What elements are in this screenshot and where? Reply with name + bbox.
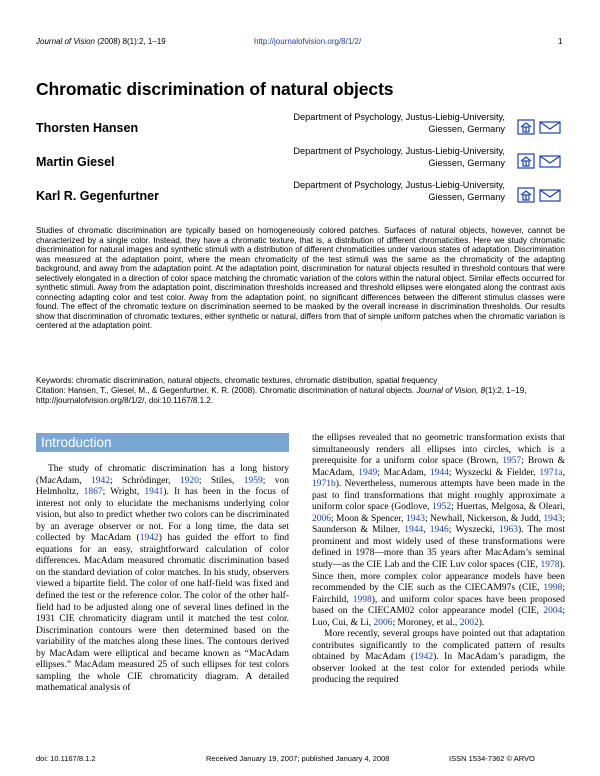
citation-volume: 8 [480,386,486,395]
citation-link[interactable]: 1998 [543,583,563,594]
citation-link[interactable]: 1920 [179,475,199,486]
text-run: ; Moroney, et al., [392,617,460,628]
citation-rest: (1):2, 1–19, http://journalofvision.org/8/1/2/, doi:10.1167/8.1.2. [36,386,527,406]
citation-link[interactable]: 1957 [502,456,522,467]
home-icon[interactable] [518,154,534,168]
text-run: The study of chromatic discrimination has a long history (MacAdam, [36,464,289,486]
footer-issn: ISSN 1534-7362 © ARVO [449,754,535,763]
citation-journal: Journal of Vision, [416,386,479,395]
text-run: ). [478,617,485,628]
author-name: Karl R. Gegenfurtner [36,189,159,203]
affiliation-line: Giessen, Germany [428,191,505,202]
abstract: Studies of chromatic discrimination are typically based on homogeneously colored patches. Surfaces of natural objects, however, cannot be characterized by a single color. Instead, they have a chromatic texture, that is, a distribution of different chromaticities. Here we study chromatic discrimination for natural images and synthetic stimuli with a distribution of different chromaticities under various states of adaptation. Discrimination was measured at the adaptation point, where the mean chromaticity of the test stimuli was the same as the chromaticity of the adapting background, and away from the adaptation point. At the adaptation point, discrimination for natural objects resulted in threshold contours that were selectively elongated in a direction of color space matching the chromatic variation of the colors within the natural object. Similar effects occurred for synthetic stimuli. Away from the adaptation point, discrimination thresholds increased and threshold ellipses were elongated along the contrast axis connecting adapting color and test color. Away from the adaptation point, no significant differences between the different stimulus classes were found. The effect of the chromatic texture on discrimination seemed to be masked by the overall increase in discrimination thresholds. Our results show that discrimination of chromatic textures, either synthetic or natural, differs from that of simple uniform patches when the chromatic variation is centered at the adaptation point. [36,226,565,331]
text-run: ; Brown & MacAdam, [312,456,565,478]
text-run: ; Huertas, Melgosa, & Oleari, [451,502,566,513]
citation-link[interactable]: 1942 [414,652,434,663]
citation-link[interactable]: 1978 [540,560,560,571]
affiliation-line: Giessen, Germany [428,123,505,134]
text-run: ; MacAdam, [377,467,430,478]
section-heading-bar [36,433,289,452]
citation-link[interactable]: 1944 [404,525,424,536]
author-links [517,153,565,169]
author-affiliation [255,180,505,203]
text-run: ; von Helmholtz, [36,475,289,498]
citation-text: Citation: Hansen, T., Giesel, M., & Gegenfurtner, K. R. (2008). Chromatic discrimination of natural objects. [36,386,417,395]
text-run: ; Saunderson & Milner, [312,513,565,536]
text-run: ; Schrödinger, [110,475,180,486]
text-run: ). The most prominent and most widely used of these transformations were defined in 1978—more than 35 years after MacAdam’s seminal study—as the CIE Lab and the CIE Luv color spaces (CIE, [312,525,565,571]
email-icon[interactable] [540,190,560,201]
text-run: ; Wyszecki, [448,525,499,536]
text-run: ). It has been in the focus of interest not only to elucidate the mechanisms underlying color vision, but also to predict whether two colors can be discriminated by an average observer or not. For a long time, the data set collected by MacAdam ( [36,487,289,544]
citation-link[interactable]: 1942 [139,533,159,544]
email-icon[interactable] [540,122,560,133]
citation-link[interactable]: 1943 [543,513,563,524]
page-number: 1 [558,37,563,46]
email-icon[interactable] [540,156,560,167]
running-header-journal [36,37,166,46]
citation-link[interactable]: 1942 [91,475,111,486]
citation-link[interactable]: 2006 [373,617,393,628]
text-run: ) has guided the effort to find equations for an easy, straightforward calculation of color differences. MacAdam measured chromatic discrimination based on the standard deviation of color matches. In his study, observers viewed a bipartite field. The color of one half-field was fixed and defined the test or the reference color. The color of the other half-field had to be adjusted along one of several lines defined in the 1931 CIE chromaticity diagram until it matched the test color. Discrimination contours were then determined based on the variability of the matches along these lines. The contours derived by MacAdam were elliptical and became known as “MacAdam ellipses.” MacAdam measured 25 of such ellipses for test colors sampling the whole CIE chromaticity diagram. A detailed mathematical analysis of [36,533,289,694]
citation-link[interactable]: 1944 [429,467,449,478]
paragraph [312,433,565,629]
section-heading: Introduction [41,435,112,450]
citation-link[interactable]: 1963 [498,525,518,536]
citation-link[interactable]: 2004 [543,606,563,617]
citation-link[interactable]: 1971a [539,467,563,478]
citation-link[interactable]: 2006 [312,513,331,524]
text-run: More recently, several groups have pointed out that adaptation contributes significantly to the complicated pattern of results obtained by MacAdam ( [312,629,565,663]
affiliation-line: Giessen, Germany [428,157,505,168]
citation-link[interactable]: 1949 [358,467,378,478]
text-run: ). In MacAdam’s paradigm, the observer looked at the test color for extended periods while producing the required [312,652,565,686]
affiliation-line: Department of Psychology, Justus-Liebig-University, [293,180,505,190]
text-run: , [423,525,430,536]
citation-link[interactable]: 1867 [83,487,103,498]
text-run: ; Newhall, Nickerson, & Judd, [424,513,544,524]
text-run: ). Since then, more complex color appearance models have been recommended by the CIE such as the CIECAM97s (CIE, [312,560,565,594]
journal-citation: (2008) 8(1):2, 1–19 [95,37,166,46]
citation-link[interactable]: 1998 [352,594,372,605]
text-run: ; Stiles, [198,475,244,486]
citation-link[interactable]: 1959 [243,475,263,486]
text-run: ). Nevertheless, numerous attempts have been made in the past to find transformations that might roughly approximate a uniform color space (Godlove, [312,479,565,513]
author-name: Thorsten Hansen [36,121,139,135]
home-icon[interactable] [518,188,534,202]
citation-link[interactable]: 1952 [432,502,452,513]
text-run: ), and uniform color spaces have been proposed based on the CIECAM02 color appearance model (CIE, [312,594,565,617]
home-icon[interactable] [518,120,534,134]
keywords: Keywords: chromatic discrimination, natural objects, chromatic textures, chromatic distribution, spatial frequency [36,376,438,385]
journal-name: Journal of Vision [36,37,95,46]
author-links [517,119,565,135]
body-column-left [36,464,289,695]
paragraph [36,464,289,695]
paragraph [312,629,565,687]
journal-url-link[interactable]: http://journalofvision.org/8/1/2/ [254,37,362,46]
affiliation-line: Department of Psychology, Justus-Liebig-University, [293,146,505,156]
citation-link[interactable]: 1941 [144,487,164,498]
body-column-right [312,433,565,687]
paper-title: Chromatic discrimination of natural objects [36,79,394,99]
author-affiliation [255,112,505,135]
author-links [517,187,565,203]
affiliation-line: Department of Psychology, Justus-Liebig-University, [293,112,505,122]
citation-link[interactable]: 1971b [312,479,336,490]
citation-link[interactable]: 1946 [429,525,449,536]
text-run: ; Wright, [102,487,145,498]
citation-block [36,386,565,406]
text-run: , [562,467,565,478]
footer-received: Received January 19, 2007; published January 4, 2008 [206,754,390,763]
author-affiliation [255,146,505,169]
footer-doi: doi: 10.1167/8.1.2 [36,754,96,763]
text-run: the ellipses revealed that no geometric transformation exists that simultaneously renders all ellipses into circles, which is a prerequisite for a uniform color space (Brown, [312,433,565,467]
text-run: ; Fairchild, [312,583,565,605]
text-run: ; Wyszecki & Fielder, [448,467,540,478]
author-name: Martin Giesel [36,155,115,169]
text-run: ; Luo, Cui, & Li, [312,606,565,628]
text-run: ; Moon & Spencer, [331,513,406,524]
citation-link[interactable]: 2002 [459,617,479,628]
citation-link[interactable]: 1943 [405,513,425,524]
